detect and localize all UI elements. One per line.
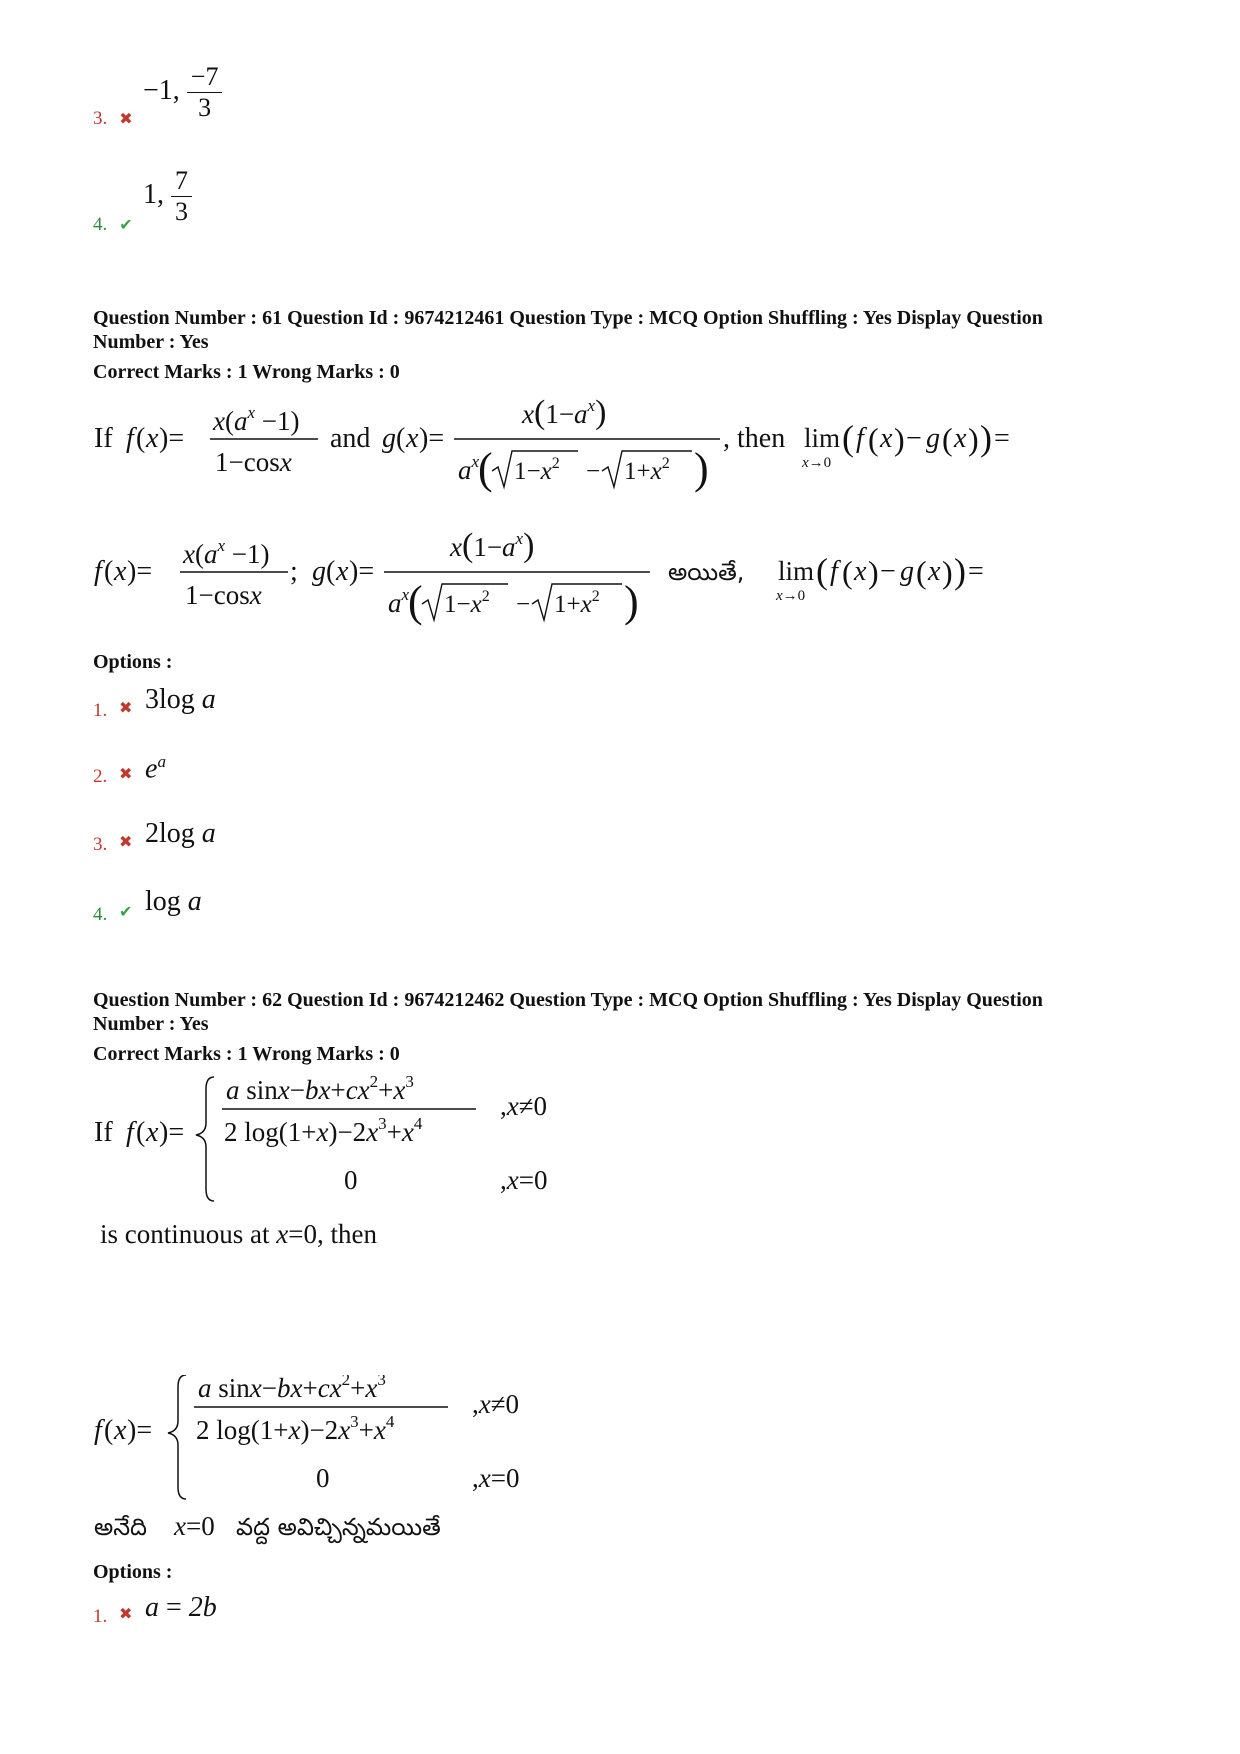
option-text: a = 2b [145,1592,217,1623]
svg-text:ax: $a^x$ [388,585,410,618]
svg-text:x(1−ax): $x(1-a^x)$ [450,527,535,564]
svg-text:(: ( [942,421,953,457]
svg-text:g: g [926,423,940,454]
svg-text:): ) [694,444,709,493]
prev-option-4 [93,214,133,236]
q61-header [93,306,1043,354]
svg-text:;: ; [290,556,298,587]
svg-text:2 log(1+x)−2x3+x4: 2 $\log(1+x)-2x^3+x^4$ [224,1114,423,1147]
svg-text:0: 0 [316,1463,330,1493]
q61-option-2[interactable] [93,752,693,798]
option-text: 2log a [145,818,216,849]
frac-numerator: 7 [171,166,192,197]
frac-numerator: −7 [187,62,223,93]
check-icon: ✔ [119,217,133,234]
svg-text:1−x2: $1-x^2$ [514,455,560,485]
svg-text:): ) [894,421,905,457]
svg-text:1+x2: $1+x^2$ [554,588,600,618]
svg-text:): ) [942,554,953,590]
option-text: log a [145,886,202,917]
svg-text:g: g [900,556,914,587]
svg-text:(: ( [326,556,336,587]
q61-header-line2: Number : Yes [93,331,209,353]
svg-text:f: f [94,1415,102,1446]
q61-marks: Correct Marks : 1 Wrong Marks : 0 [93,361,400,383]
svg-text:a sinx−bx+cx2+x3: a $\sin x-bx+cx^2+x^3$ [198,1375,386,1403]
option-text: 3log a [145,684,216,715]
q62-options-label: Options : [93,1561,173,1583]
q61-option-4[interactable] [93,886,693,936]
q61-header-line1: Question Number : 61 Question Id : 9674212461 Question Type : MCQ Option Shuffling : Yes Display Question [93,307,1043,329]
svg-text:x: x [114,556,127,587]
svg-text:x: x [854,556,867,587]
svg-text:lim: lim [778,556,815,586]
q61-and-word: and [330,423,371,454]
check-icon: ✔ [119,904,133,921]
cross-icon: ✖ [119,766,133,783]
svg-text:1−cosx: 1−cosx [215,447,292,477]
option-number: 4. [93,214,108,235]
q61-if-word: If [94,423,113,454]
svg-text:1−x2: $1-x^2$ [444,588,490,618]
option-number: 1. [93,1606,108,1627]
svg-text:f: f [830,556,838,587]
q62-if-word: If [94,1117,113,1148]
svg-text:1+x2: $1+x^2$ [624,455,670,485]
option-number: 3. [93,834,108,855]
svg-text:(: ( [396,423,406,454]
svg-text:x: x [114,1415,127,1446]
svg-text:=: = [994,423,1010,454]
svg-text:lim: lim [804,423,841,453]
svg-text:g: g [382,423,396,454]
svg-text:): ) [954,551,966,591]
q62-telugu-prefix: అనేది [94,1513,147,1541]
svg-text:−: − [516,591,531,618]
q62-marks: Correct Marks : 1 Wrong Marks : 0 [93,1043,400,1065]
svg-text:x(1−ax): $x(1-a^x)$ [522,395,607,431]
svg-text:f: f [94,556,102,587]
svg-text:=: = [968,556,984,587]
svg-text:x: x [146,1117,159,1148]
option-number: 1. [93,700,108,721]
svg-text:ax: $a^x$ [458,452,480,485]
svg-text:): ) [968,421,979,457]
option-number: 2. [93,766,108,787]
q62-option-1[interactable] [93,1592,693,1636]
cross-icon: ✖ [119,1606,133,1623]
option-int: 1, [143,178,164,210]
svg-text:x=0: x=0 [174,1511,215,1541]
svg-text:(: ( [408,577,423,626]
q62-telugu-suffix: వద్ద అవిచ్చిన్నమయితే [236,1513,441,1541]
svg-text:)=: )= [159,423,185,454]
svg-text:x: x [406,423,419,454]
svg-text:x: x [928,556,941,587]
svg-text:(: ( [136,1117,146,1148]
svg-text:is continuous at x=0, then: is continuous at x=0, then [100,1219,377,1249]
q61-option-1[interactable] [93,684,693,730]
svg-text:x: x [880,423,893,454]
q61-statement-te [90,520,1070,640]
svg-text:)=: )= [127,1415,153,1446]
svg-text:x: x [146,423,159,454]
q61-option-3[interactable] [93,818,693,866]
svg-text:(: ( [842,418,854,458]
svg-text:(: ( [478,444,493,493]
svg-text:)=: )= [349,556,375,587]
svg-text:,x≠0: ,x≠0 [500,1091,548,1121]
q62-continuous-text: is continuous at [100,1219,270,1249]
svg-text:(: ( [104,1415,114,1446]
option-number: 4. [93,904,108,925]
svg-text:x(ax −1): $x(a^x -1)$ [183,536,270,569]
svg-text:f: f [126,1117,134,1148]
svg-text:,x=0: ,x=0 [472,1463,520,1493]
frac-denominator: 3 [175,197,188,226]
svg-text:)=: )= [159,1117,185,1148]
q62-statement-te [90,1375,690,1555]
option-number: 3. [93,108,108,129]
q61-telugu-ayithe: అయితే, [668,558,745,586]
q62-header-line1: Question Number : 62 Question Id : 9674212462 Question Type : MCQ Option Shuffling : Yes Display Question [93,989,1043,1011]
option-text: $e^a$ [145,752,166,785]
svg-text:): ) [624,577,639,626]
option-int: −1, [143,74,180,106]
svg-text:x: x [336,556,349,587]
svg-text:(: ( [104,556,114,587]
prev-option-3 [93,108,133,130]
svg-text:(: ( [136,423,146,454]
svg-text:)=: )= [127,556,153,587]
svg-text:(: ( [842,554,853,590]
cross-icon: ✖ [119,700,133,717]
q61-then-word: , then [723,423,786,454]
svg-text:,x=0: ,x=0 [500,1165,548,1195]
q62-then-word: , then [316,1219,377,1249]
svg-text:(: ( [868,421,879,457]
svg-text:f: f [856,423,864,454]
svg-text:x→0: x→0 [802,455,832,471]
svg-text:a sinx−bx+cx2+x3: a $\sin x-bx+cx^2+x^3$ [226,1072,414,1105]
cross-icon: ✖ [119,834,133,851]
q61-options-label: Options : [93,651,173,673]
svg-text:x: x [954,423,967,454]
q62-statement-en [90,1065,690,1315]
svg-text:−: − [880,556,896,587]
prev-option-3-value [143,62,222,123]
svg-text:,x≠0: ,x≠0 [472,1389,520,1419]
svg-text:f: f [126,423,134,454]
q61-statement-en [90,395,1070,515]
svg-text:x→0: x→0 [776,588,806,604]
svg-text:): ) [868,554,879,590]
frac-denominator: 3 [198,93,212,122]
cross-icon: ✖ [119,111,133,128]
svg-text:)=: )= [419,423,445,454]
svg-text:−: − [906,423,922,454]
q62-header-line2: Number : Yes [93,1013,209,1035]
svg-text:x(ax −1): $x(a^x -1)$ [213,403,300,436]
svg-text:): ) [980,418,992,458]
svg-text:(: ( [916,554,927,590]
svg-text:1−cosx: 1−cosx [185,580,262,610]
svg-text:(: ( [816,551,828,591]
svg-text:0: 0 [344,1165,358,1195]
svg-text:g: g [312,556,326,587]
svg-text:2 log(1+x)−2x3+x4: 2 $\log(1+x)-2x^3+x^4$ [196,1412,395,1445]
q62-header [93,988,1043,1036]
prev-option-4-value [143,166,192,227]
svg-text:−: − [586,458,601,485]
